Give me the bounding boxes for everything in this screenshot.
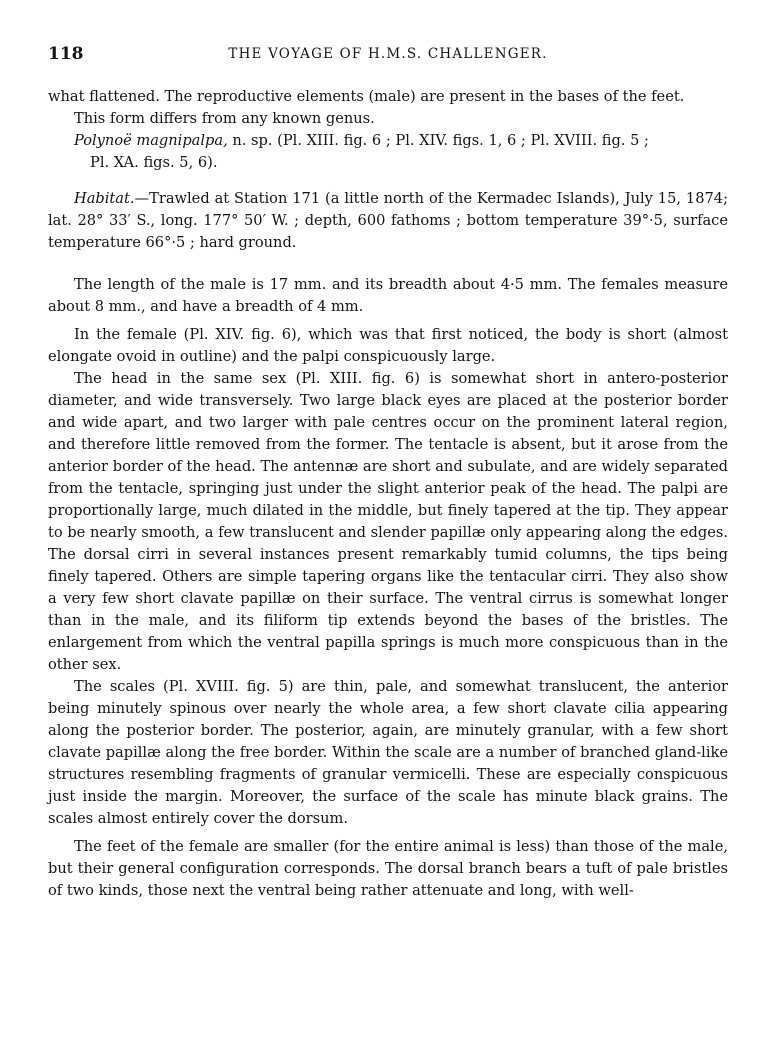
paragraph-scales: The scales (Pl. XVIII. fig. 5) are thin, pale, and somewhat translucent, the anterior being minutely spinous over nearly the whole area, a few short clavate cilia appearing along the posterior border. The posterior, again, are minutely granular, with a few short clavate papillæ along the free border. Within the scale are a number of branched gland-like structures resembling fragments of granular vermicelli. These are especially conspicuous just inside the margin. Moreover, the surface of the scale has minute black grains. The scales almost entirely cover the dorsum.	[48, 678, 728, 827]
paragraph-female-body: In the female (Pl. XIV. fig. 6), which was that first noticed, the body is short (almost elongate ovoid in outline) and the palpi conspicuously large.	[48, 326, 728, 365]
page-number: 118	[48, 44, 84, 64]
species-heading	[74, 130, 728, 174]
paragraph-genus-note: This form differs from any known genus.	[74, 110, 375, 127]
paragraph-head: The head in the same sex (Pl. XIII. fig. 6) is somewhat short in antero-posterior diameter, and wide transversely. Two large black eyes are placed at the posterior border and wide apart, and two larger with pale centres occur on the prominent lateral region, and therefore little removed from the former. The tentacle is absent, but it arose from the anterior border of the head. The antennæ are short and subulate, and are widely separated from the tentacle, springing just under the slight anterior peak of the head. The palpi are proportionally large, much dilated in the middle, but finely tapered at the tip. They appear to be nearly smooth, a few translucent and slender papillæ only appearing along the edges. The dorsal cirri in several instances present remarkably tumid columns, the tips being finely tapered. Others are simple tapering organs like the tentacular cirri. They also show a very few short clavate papillæ on their surface. The ventral cirrus is somewhat longer than in the male, and its filiform tip extends beyond the bases of the bristles. The enlargement from which the ventral papilla springs is much more conspicuous than in the other sex.	[48, 370, 728, 673]
species-plate-refs: n. sp. (Pl. XIII. fig. 6 ; Pl. XIV. figs. 1, 6 ; Pl. XVIII. fig. 5 ;	[227, 132, 649, 149]
paragraph-measurements: The length of the male is 17 mm. and its breadth about 4·5 mm. The females measure about 8 mm., and have a breadth of 4 mm.	[48, 276, 728, 315]
paragraph-feet: The feet of the female are smaller (for the entire animal is less) than those of the male, but their general configuration corresponds. The dorsal branch bears a tuft of pale bristles of two kinds, those next the ventral being rather attenuate and long, with well-	[48, 838, 728, 899]
habitat-label: Habitat.	[74, 190, 135, 207]
habitat-text: —Trawled at Station 171 (a little north of the Kermadec Islands), July 15, 1874; lat. 28° 33′ S., long. 177° 50′ W. ; depth, 600 fathoms ; bottom temperature 39°·5, surface temperature 66°·5 ; hard ground.	[48, 190, 728, 251]
paragraph-continuation: what flattened. The reproductive elements (male) are present in the bases of the feet.	[48, 88, 685, 105]
habitat-paragraph	[48, 188, 728, 254]
species-plate-refs-cont: Pl. XA. figs. 5, 6).	[90, 154, 218, 171]
running-title: THE VOYAGE OF H.M.S. CHALLENGER.	[228, 46, 548, 62]
body-text	[48, 86, 728, 902]
running-head	[48, 44, 728, 66]
species-name: Polynoë magnipalpa,	[74, 132, 228, 149]
